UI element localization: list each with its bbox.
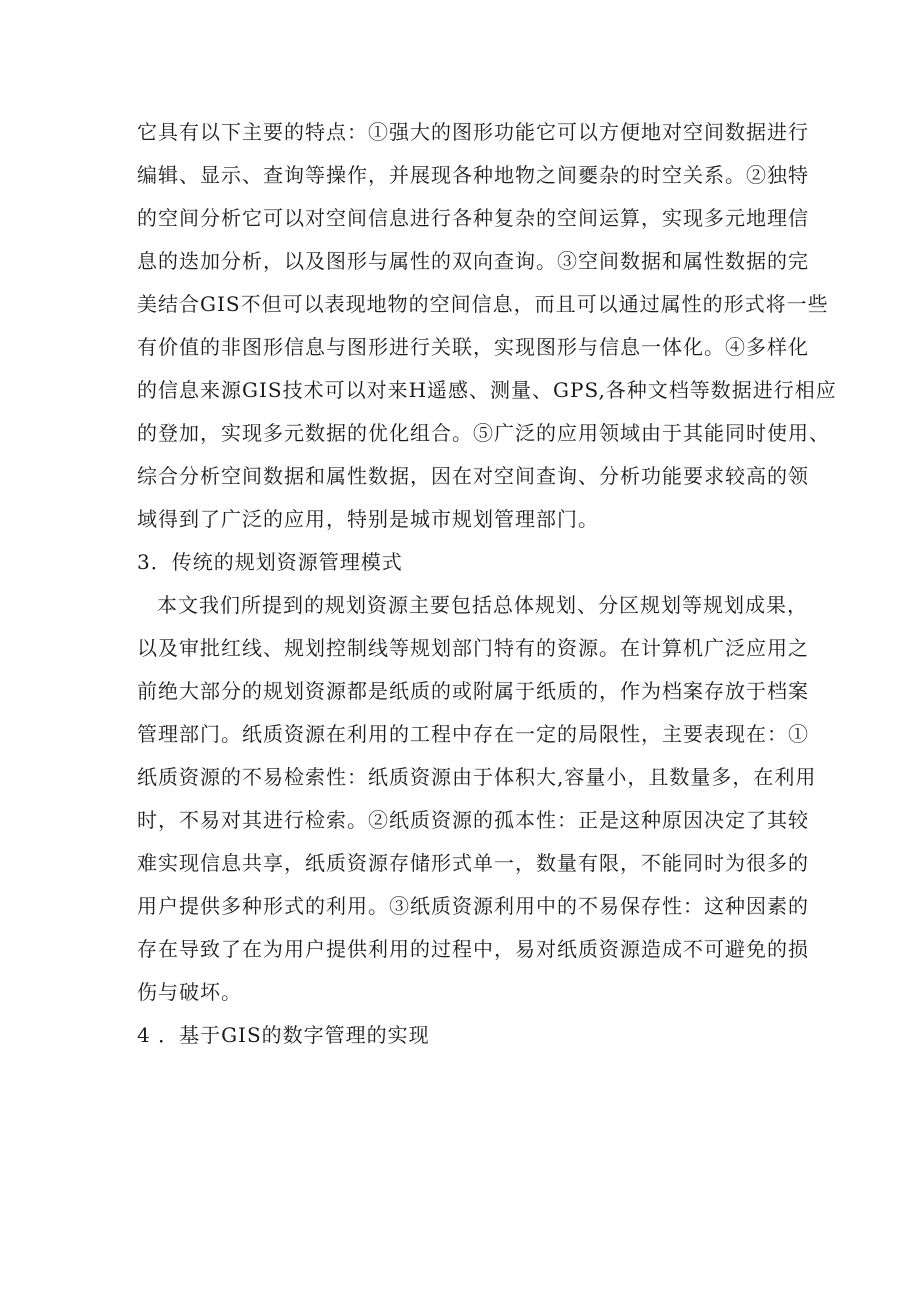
paragraph-line: 的信息来源GIS技术可以对来H遥感、测量、GPS,各种文档等数据进行相应 <box>137 378 837 402</box>
paragraph-line: 纸质资源的不易检索性：纸质资源由于体积大,容量小，且数量多，在利用 <box>137 765 817 789</box>
paragraph-line: 美结合GIS不但可以表现地物的空间信息，而且可以通过属性的形式将一些 <box>137 292 829 316</box>
paragraph-line: 息的迭加分析，以及图形与属性的双向查询。③空间数据和属性数据的完 <box>137 249 809 273</box>
paragraph-line: 管理部门。纸质资源在利用的工程中存在一定的局限性，主要表现在：① <box>137 722 809 746</box>
paragraph-line: 的登加，实现多元数据的优化组合。⑤广泛的应用领域由于其能同时使用、 <box>137 421 830 445</box>
section-heading-4: 4 ．基于GIS的数字管理的实现 <box>137 1023 430 1047</box>
paragraph-line: 编辑、显示、查询等操作，并展现各种地物之间夒杂的时空关系。②独特 <box>137 163 809 187</box>
paragraph-line: 综合分析空间数据和属性数据，因在对空间查询、分析功能要求较高的领 <box>137 464 809 488</box>
paragraph-line: 前绝大部分的规划资源都是纸质的或附属于纸质的，作为档案存放于档案 <box>137 679 809 703</box>
paragraph-line: 伤与破坏。 <box>137 980 242 1004</box>
paragraph-line: 的空间分析它可以对空间信息进行各种复杂的空间运算，实现多元地理信 <box>137 206 809 230</box>
paragraph-line: 以及审批红线、规划控制线等规划部门特有的资源。在计算机广泛应用之 <box>137 636 809 660</box>
paragraph-line: 用户提供多种形式的利用。③纸质资源利用中的不易保存性：这种因素的 <box>137 894 809 918</box>
paragraph-line: 本文我们所提到的规划资源主要包括总体规划、分区规划等规划成果， <box>157 593 808 617</box>
paragraph-line: 有价值的非图形信息与图形进行关联，实现图形与信息一体化。④多样化 <box>137 335 809 359</box>
section-heading-3: 3．传统的规划资源管理模式 <box>137 550 403 574</box>
paragraph-line: 难实现信息共享，纸质资源存储形式单一，数量有限，不能同时为很多的 <box>137 851 809 875</box>
paragraph-line: 时，不易对其进行检索。②纸质资源的孤本性：正是这种原因决定了其较 <box>137 808 809 832</box>
paragraph-line: 它具有以下主要的特点：①强大的图形功能它可以方便地对空间数据进行 <box>137 120 809 144</box>
paragraph-line: 存在导致了在为用户提供利用的过程中，易对纸质资源造成不可避免的损 <box>137 937 809 961</box>
paragraph-line: 域得到了广泛的应用，特别是城市规划管理部门。 <box>137 507 599 531</box>
